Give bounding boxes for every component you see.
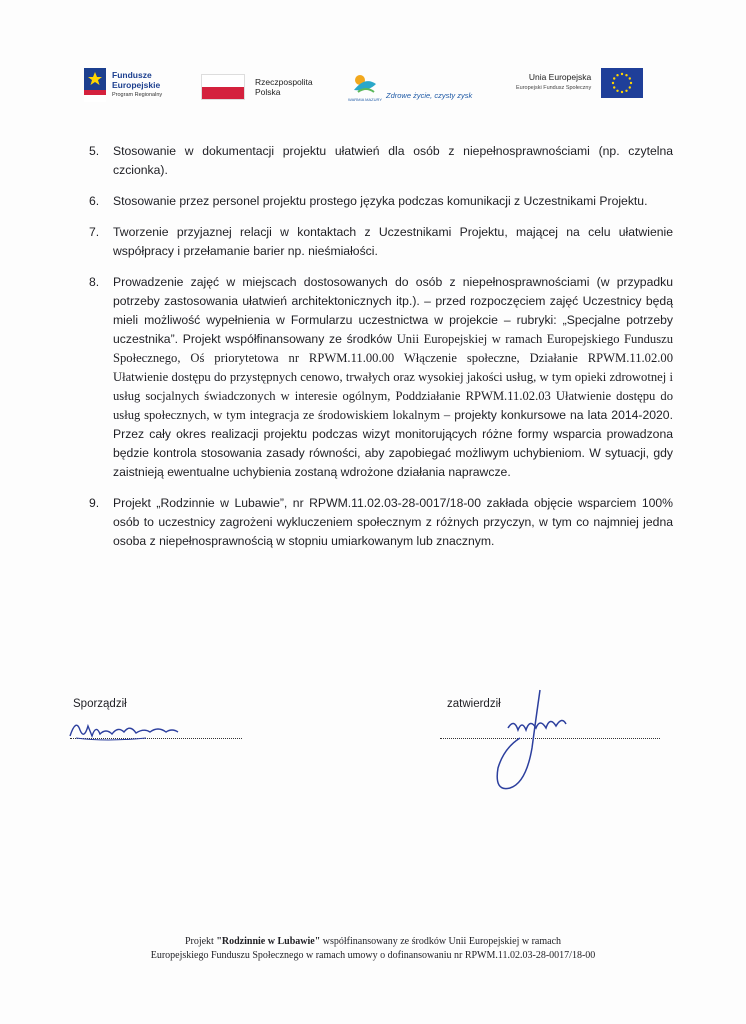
fe-star-icon xyxy=(84,68,106,102)
item-text xyxy=(113,273,673,482)
eu-title: Unia Europejska xyxy=(528,72,592,82)
warmia-mazury-mark-icon xyxy=(347,70,383,104)
footer-line2: Europejskiego Funduszu Społecznego w ramach umowy o dofinansowaniu nr RPWM.11.02.03-28-0017/18-00 xyxy=(150,950,596,961)
fe-sub: Program Regionalny xyxy=(112,92,163,98)
logo-bar xyxy=(84,62,684,112)
footer-prefix: Projekt xyxy=(184,936,217,947)
list-item xyxy=(89,223,673,261)
rp-line2: Polska xyxy=(255,87,281,97)
document-body xyxy=(89,142,673,563)
list-item xyxy=(89,273,673,482)
eu-flag-icon xyxy=(601,68,643,98)
warmia-mazury-logo xyxy=(347,70,473,104)
unia-europejska-logo xyxy=(516,68,643,98)
item-text: Stosowanie w dokumentacji projektu ułatwień dla osób z niepełnosprawnościami (np. czytelna czcionka). xyxy=(113,144,673,177)
item-number: 8. xyxy=(89,275,100,289)
footer-project-title: "Rodzinnie w Lubawie" xyxy=(216,936,321,947)
wm-slogan: Zdrowe życie, czysty zysk xyxy=(386,90,473,100)
fe-line2: Europejskie xyxy=(112,80,161,90)
item-number: 6. xyxy=(89,194,100,208)
item-number: 7. xyxy=(89,225,100,239)
item-text: Tworzenie przyjaznej relacji w kontaktach z Uczestnikami Projektu, mającej na celu ułatwienie współpracy i przełamanie barier np. nieśmiałości. xyxy=(113,225,673,258)
footer-rest: współfinansowany ze środków Unii Europejskiej w ramach xyxy=(320,936,562,947)
item-text-serif-part: Unii Europejskiej w ramach Europejskiego Funduszu Społecznego, Oś priorytetowa nr RPWM.11.00.00 Włączenie społeczne, Działanie RPWM.11.02.00 Ułatwienie dostępu do przystępnych cenowo, trwałych oraz wysokiej jakości usług, w tym opieki zdrowotnej i usług socjalnych świadczonych w interesie ogólnym, Poddziałanie RPWM.11.02.03 Ułatwienie dostępu do usług społecznych, w tym integracja ze środowiskiem lokalnym – xyxy=(113,332,673,422)
prepared-by-label: Sporządził xyxy=(73,698,127,710)
approved-by-signature xyxy=(480,688,580,798)
footer xyxy=(60,935,686,963)
footer-line1 xyxy=(60,935,686,949)
item-number: 9. xyxy=(89,496,100,510)
fundusze-europejskie-logo xyxy=(84,68,162,102)
fe-line1: Fundusze xyxy=(112,70,152,80)
wm-mark-text: WARMIA MAZURY xyxy=(347,97,383,102)
rp-line1: Rzeczpospolita xyxy=(255,77,313,87)
polish-flag-icon xyxy=(201,74,245,100)
item-text-part: Prowadzenie zajęć w miejscach dostosowanych do osób z niepełnosprawnościami (w przypadku potrzeby zastosowania ułatwień architektonicznych itp.). – przed rozpoczęciem zajęć Uczestnicy będą mieli możliwość wypełnienia w Formularzu uczestnictwa w projekcie – rubryki: „Specjalne potrzeby uczestnika”. Projekt współfinansowany ze środków xyxy=(113,275,673,346)
list-item xyxy=(89,494,673,551)
approved-by-label: zatwierdził xyxy=(447,698,501,710)
item-number: 5. xyxy=(89,144,100,158)
item-text-part: projekty konkursowe na lata 2014-2020. Przez cały okres realizacji projektu podczas wizyt monitorujących różne formy wsparcia prowadzona będzie kontrola stosowania zasady równości, aby zapobiegać możliwym uchybieniom. W sytuacji, gdy zaistnieją ewentualne uchybienia zostaną wdrożone działania naprawcze. xyxy=(113,408,673,479)
list-item xyxy=(89,142,673,180)
prepared-by-signature xyxy=(66,714,196,744)
eu-sub: Europejski Fundusz Społeczny xyxy=(516,85,592,91)
item-text: Stosowanie przez personel projektu prostego języka podczas komunikacji z Uczestnikami Projektu. xyxy=(113,194,648,208)
list-item xyxy=(89,192,673,211)
item-text: Projekt „Rodzinnie w Lubawie”, nr RPWM.11.02.03-28-0017/18-00 zakłada objęcie wsparciem 100% osób to uczestnicy zagrożeni wykluczeniem społecznym z różnych przyczyn, w tym co najmniej jedna osoba z niepełnosprawnością w stopniu umiarkowanym lub znacznym. xyxy=(113,496,673,548)
rzeczpospolita-logo xyxy=(201,74,313,100)
